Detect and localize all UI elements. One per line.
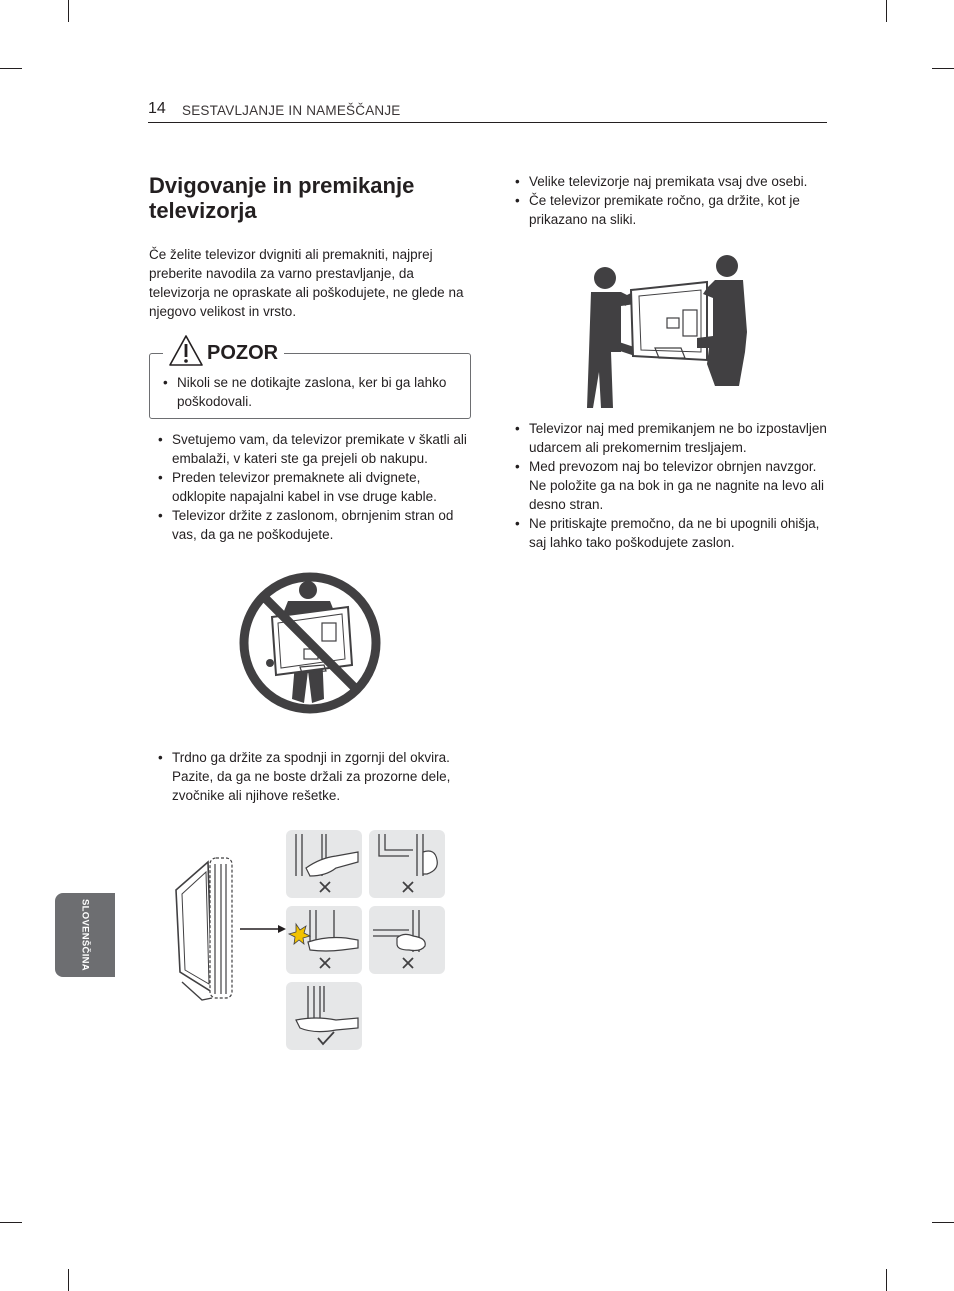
warning-triangle-icon	[169, 335, 203, 367]
section-name: SESTAVLJANJE IN NAMEŠČANJE	[182, 103, 401, 118]
crop-mark	[0, 68, 22, 69]
list-item: • Preden televizor premaknete ali dvignete, odklopite napajalni kabel in vse druge kable.	[158, 468, 474, 506]
crop-mark	[68, 1269, 69, 1291]
tv-back-figure	[631, 282, 707, 360]
prohibited-carrying-illustration	[238, 571, 382, 715]
intro-paragraph: Če želite televizor dvigniti ali premakniti, najprej preberite navodila za varno prestavljanje, da televizorja ne opraskate ali poškodujete, ne glede na njegovo velikost in vrsto.	[149, 247, 464, 319]
language-label: SLOVENŠČINA	[79, 899, 91, 971]
crop-mark	[68, 0, 69, 22]
caution-list	[163, 373, 453, 411]
grip-panel-wrong	[369, 830, 445, 898]
language-side-tab	[55, 893, 115, 977]
caution-title: POZOR	[207, 342, 279, 364]
list-item: • Ne pritiskajte premočno, da ne bi upognili ohišja, saj lahko tako poškodujete zaslon.	[515, 514, 830, 552]
grip-tips-list	[158, 748, 474, 805]
list-item: • Svetujemo vam, da televizor premikate v škatli ali embalaži, v kateri ste ga prejeli ob nakupu.	[158, 430, 474, 468]
grip-panel-correct	[286, 982, 362, 1050]
handling-tips-list	[158, 430, 474, 544]
page-header	[148, 100, 827, 123]
list-item: • Televizor naj med premikanjem ne bo izpostavljen udarcem ali prekomernim tresljajem.	[515, 419, 830, 457]
tv-side-view-illustration	[168, 852, 288, 1004]
caution-header	[163, 331, 284, 367]
list-item: • Med prevozom naj bo televizor obrnjen navzgor. Ne položite ga na bok in ga ne nagnite na levo ali desno stran.	[515, 457, 830, 514]
crop-mark	[932, 1222, 954, 1223]
page-number: 14	[148, 100, 166, 117]
moving-tips-list	[515, 172, 830, 229]
transport-tips-list	[515, 419, 830, 552]
list-item: • Nikoli se ne dotikajte zaslona, ker bi ga lahko poškodovali.	[163, 373, 453, 411]
list-item: • Velike televizorje naj premikata vsaj dve osebi.	[515, 172, 830, 191]
grip-panel-wrong	[286, 830, 362, 898]
list-item: • Če televizor premikate ročno, ga držite, kot je prikazano na sliki.	[515, 191, 830, 229]
page-title: Dvigovanje in premikanje televizorja	[149, 173, 415, 223]
two-person-carry-illustration	[585, 252, 750, 408]
crop-mark	[886, 0, 887, 22]
grip-panel-wrong	[286, 906, 362, 974]
grip-panel-wrong	[369, 906, 445, 974]
list-item: • Trdno ga držite za spodnji in zgornji del okvira. Pazite, da ga ne boste držali za prozorne dele, zvočnike ali njihove rešetke.	[158, 748, 474, 805]
crop-mark	[886, 1269, 887, 1291]
crop-mark	[0, 1222, 22, 1223]
crop-mark	[932, 68, 954, 69]
list-item: • Televizor držite z zaslonom, obrnjenim stran od vas, da ga ne poškodujete.	[158, 506, 474, 544]
